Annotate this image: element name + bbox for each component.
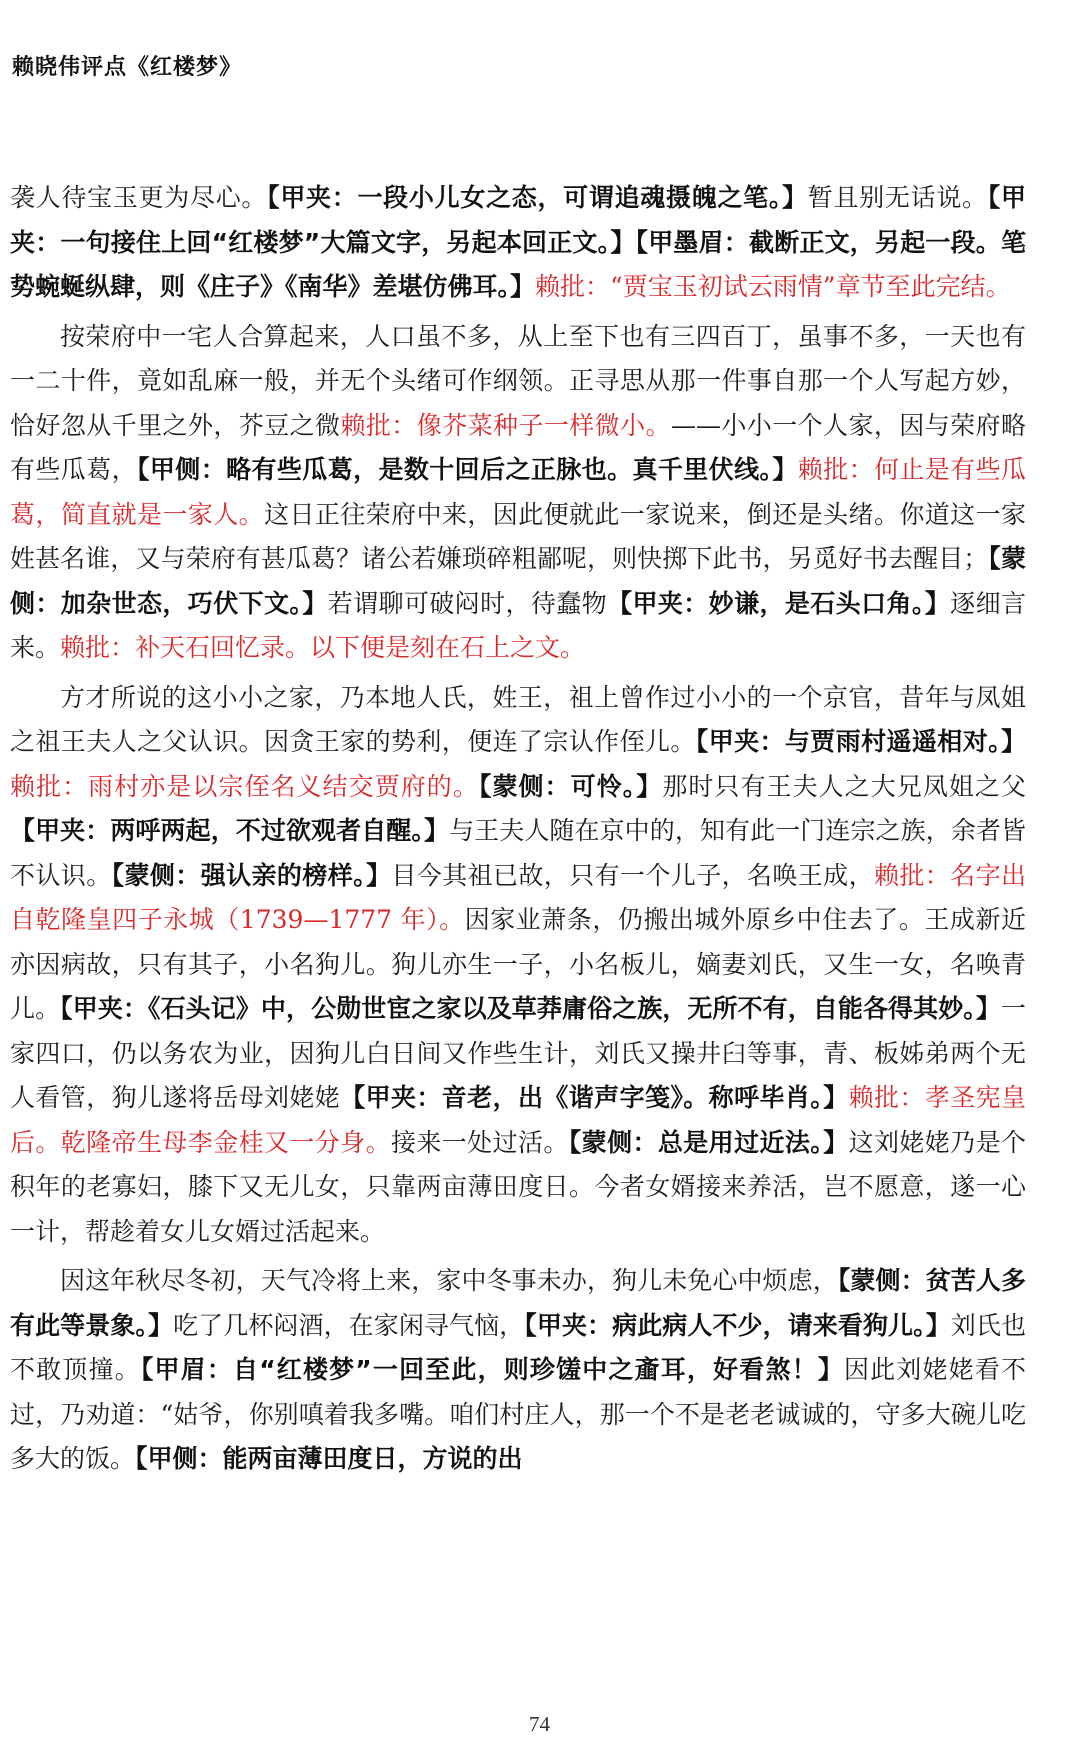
commentary-annotation: 【甲夹：音老，出《谐声字笺》。称呼毕肖。】 xyxy=(340,1083,849,1112)
body-text: 因这年秋尽冬初，天气冷将上来，家中冬事未办，狗儿未免心中烦虑， xyxy=(60,1266,838,1295)
body-text: 这刘姥姥乃是个积年的老寡妇，膝下又无儿女，只靠两亩薄田度日。今者女婿接来养活，岂不愿意，遂一心一计，帮趁着女儿女婿过活起来。 xyxy=(10,1127,1026,1246)
body-text: 一家四口，仍以务农为业，因狗儿白日间又作些生计，刘氏又操井臼等事，青、板姊弟两个无人看管，狗儿遂将岳母刘姥姥 xyxy=(10,994,1026,1112)
body-text: 因此刘姥姥看不过，乃劝道：“姑爷，你别嗔着我多嘴。咱们村庄人，那一个不是老老诚诚的，守多大碗儿吃多大的饭。 xyxy=(10,1355,1026,1473)
paragraph xyxy=(10,176,1026,310)
lai-commentary: 赖批：何止是有些瓜葛，简直就是一家人。 xyxy=(10,455,1026,529)
commentary-annotation: 【甲侧：能两亩薄田度日，方说的出 xyxy=(135,1444,523,1473)
body-text: 目今其祖已故，只有一个儿子，名唤王成， xyxy=(391,860,874,890)
body-text: 吃了几杯闷酒，在家闲寻气恼， xyxy=(173,1310,525,1340)
body-text: ——小小一个人家，因与荣府略有些瓜葛， xyxy=(10,410,1026,484)
paragraph xyxy=(10,676,1026,1255)
body-text: 这日正往荣府中来，因此便就此一家说来，倒还是头绪。你道这一家姓甚名谁，又与荣府有甚瓜葛？诸公若嫌琐碎粗鄙呢，则快掷下此书，另觅好书去醒目； xyxy=(10,499,1026,573)
commentary-annotation: 【甲侧：略有些瓜葛，是数十回后之正脉也。真千里伏线。】 xyxy=(137,455,798,484)
commentary-annotation: 【甲夹：与贾雨村遥遥相对。】 xyxy=(695,727,1026,756)
lai-commentary: 赖批：雨村亦是以宗侄名义结交贾府的。 xyxy=(10,771,479,801)
commentary-annotation: 【蒙侧：可怜。】 xyxy=(478,771,663,801)
commentary-annotation: 【甲眉：自“红楼梦”一回至此，则珍馐中之齑耳，好看煞！】 xyxy=(140,1355,844,1384)
body-text: 方才所说的这小小之家，乃本地人氏，姓王，祖上曾作过小小的一个京官，昔年与凤姐之祖王夫人之父认识。因贪王家的势利，便连了宗认作侄儿。 xyxy=(10,682,1026,756)
body-text: 袭人待宝玉更为尽心。 xyxy=(10,183,268,212)
paragraph xyxy=(10,315,1026,671)
document-body xyxy=(10,176,1026,1482)
commentary-annotation: 【甲夹：《石头记》中，公勋世宦之家以及草莽庸俗之族，无所不有，自能各得其妙。】 xyxy=(60,994,1001,1023)
commentary-annotation: 【蒙侧：强认亲的榜样。】 xyxy=(111,860,392,890)
commentary-annotation: 【蒙侧：加杂世态，巧伏下文。】 xyxy=(10,544,1026,618)
body-text: 接来一处过活。 xyxy=(390,1127,569,1157)
lai-commentary: 赖批：名字出自乾隆皇四子永城（1739—1777 年）。 xyxy=(10,860,1026,934)
body-text: 逐细言来。 xyxy=(10,588,1026,662)
lai-commentary: 赖批：孝圣宪皇后。乾隆帝生母李金桂又一分身。 xyxy=(10,1083,1026,1157)
commentary-annotation: 【甲夹：一句接住上回“红楼梦”大篇文字，另起本回正文。】【甲墨眉：截断正文，另起一段。笔势蜿蜒纵肆，则《庄子》《南华》差堪仿佛耳。】 xyxy=(10,183,1026,301)
body-text: 与王夫人随在京中的，知有此一门连宗之族，余者皆不认识。 xyxy=(10,816,1026,890)
body-text: 那时只有王夫人之大兄凤姐之父 xyxy=(662,771,1026,801)
lai-commentary: 赖批：“贾宝玉初试云雨情”章节至此完结。 xyxy=(535,272,1011,301)
commentary-annotation: 【蒙侧：贫苦人多有此等景象。】 xyxy=(10,1266,1026,1340)
commentary-annotation: 【甲夹：病此病人不少，请来看狗儿。】 xyxy=(524,1310,951,1340)
commentary-annotation: 【甲夹：一段小儿女之态，可谓追魂摄魄之笔。】 xyxy=(267,183,808,212)
commentary-annotation: 【甲夹：两呼两起，不过欲观者自醒。】 xyxy=(10,816,450,845)
paragraph xyxy=(10,1259,1026,1482)
body-text: 按荣府中一宅人合算起来，人口虽不多，从上至下也有三四百丁，虽事不多，一天也有一二十件，竟如乱麻一般，并无个头绪可作纲领。正寻思从那一件事自那一个人写起方妙，恰好忽从千里之外，芥豆之微 xyxy=(10,321,1026,440)
body-text: 暂且别无话说。 xyxy=(807,183,988,212)
page-number: 74 xyxy=(529,1712,550,1736)
commentary-annotation: 【蒙侧：总是用过近法。】 xyxy=(568,1127,849,1157)
commentary-annotation: 【甲夹：妙谦，是石头口角。】 xyxy=(607,588,951,618)
lai-commentary: 赖批：补天石回忆录。以下便是刻在石上之文。 xyxy=(60,633,586,662)
body-text: 若谓聊可破闷时，待蠢物 xyxy=(327,588,608,618)
lai-commentary: 赖批：像芥菜种子一样微小。 xyxy=(340,410,671,440)
body-text: 因家业萧条，仍搬出城外原乡中住去了。王成新近亦因病故，只有其子，小名狗儿。狗儿亦生一子，小名板儿，嫡妻刘氏，又生一女，名唤青儿。 xyxy=(10,905,1026,1023)
body-text: 刘氏也不敢顶撞。 xyxy=(10,1310,1026,1384)
page-header-title: 赖晓伟评点《红楼梦》 xyxy=(12,54,243,80)
